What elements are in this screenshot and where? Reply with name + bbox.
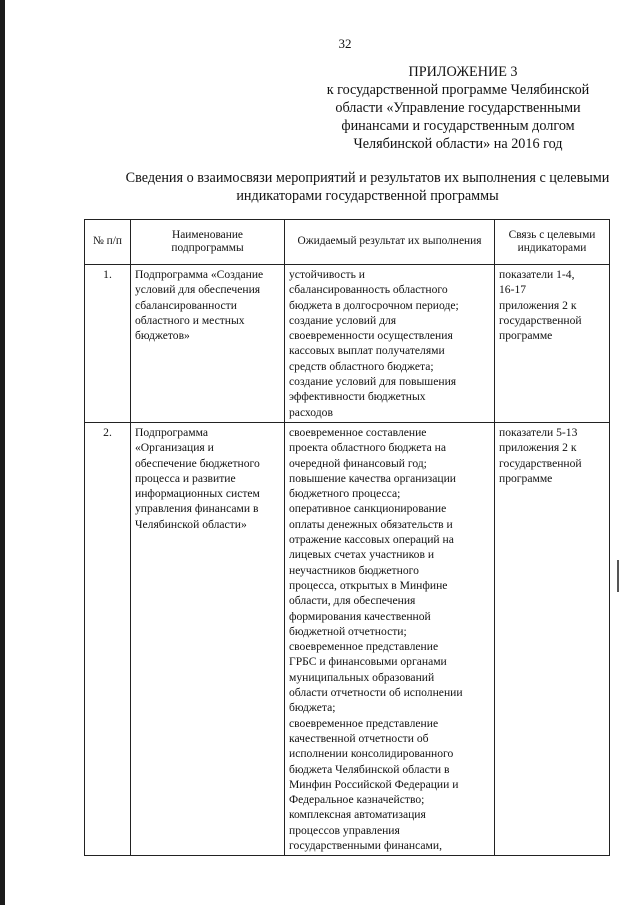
- cell-line: оперативное санкционирование: [289, 502, 447, 516]
- cell-line: 16-17: [499, 283, 527, 297]
- expected-result: [285, 422, 495, 855]
- cell-line: комплексная автоматизация: [289, 808, 426, 822]
- appendix-line: финансами и государственным долгом: [341, 118, 575, 134]
- cell-line: показатели 5-13: [499, 425, 578, 439]
- title-line: индикаторами государственной программы: [236, 188, 499, 204]
- cell-line: средств областного бюджета;: [289, 359, 434, 373]
- cell-line: ГРБС и финансовыми органами: [289, 655, 447, 669]
- cell-line: неучастников бюджетного: [289, 563, 419, 577]
- cell-line: областного и местных: [135, 313, 245, 327]
- cell-line: лицевых счетах участников и: [289, 548, 435, 562]
- cell-line: процесса и развитие: [135, 471, 236, 485]
- cell-line: бюджета в долгосрочном периоде;: [289, 298, 459, 312]
- appendix-line: ПРИЛОЖЕНИЕ 3: [408, 64, 518, 80]
- cell-line: сбалансированность областного: [289, 283, 448, 297]
- cell-line: Подпрограмма «Создание: [135, 268, 264, 281]
- cell-line: Федеральное казначейство;: [289, 793, 425, 807]
- cell-line: информационных систем: [135, 487, 260, 501]
- cell-line: государственной: [499, 456, 582, 470]
- scan-left-edge: [0, 0, 5, 905]
- indicator-link: [495, 265, 610, 423]
- appendix-line: Челябинской области» на 2016 год: [353, 136, 563, 152]
- cell-line: своевременное представление: [289, 640, 439, 654]
- indicators-table: [84, 219, 610, 856]
- cell-line: формирования качественной: [289, 609, 431, 623]
- header-line: целевыми: [547, 228, 596, 241]
- cell-line: Подпрограмма: [135, 425, 208, 439]
- subprogram-name: [131, 265, 285, 423]
- table-row: [85, 422, 610, 855]
- header-result: [285, 220, 495, 265]
- subprogram-name: [131, 422, 285, 855]
- cell-line: условий для обеспечения: [135, 283, 261, 297]
- cell-line: устойчивость и: [289, 268, 365, 281]
- appendix-line: к государственной программе Челябинской: [326, 82, 590, 98]
- cell-line: государственными финансами,: [289, 838, 442, 852]
- cell-line: области отчетности об исполнении: [289, 686, 463, 700]
- cell-line: расходов: [289, 405, 333, 419]
- cell-line: приложения 2 к: [499, 441, 577, 455]
- cell-line: бюджетной отчетности;: [289, 624, 407, 638]
- header-line: Наименование: [172, 228, 243, 241]
- cell-line: очередной финансовый год;: [289, 456, 427, 470]
- cell-line: бюджета;: [289, 701, 336, 715]
- cell-line: муниципальных образований: [289, 670, 435, 684]
- header-line: Связь с: [508, 228, 545, 241]
- table-row: [85, 265, 610, 423]
- appendix-header: [286, 63, 630, 153]
- cell-line: своевременное составление: [289, 425, 427, 439]
- cell-line: исполнении консолидированного: [289, 747, 454, 761]
- cell-line: эффективности бюджетных: [289, 390, 426, 404]
- appendix-line: области «Управление государственными: [335, 100, 581, 116]
- header-line: подпрограммы: [171, 242, 244, 254]
- cell-line: показатели 1-4,: [499, 268, 575, 281]
- cell-line: области, для обеспечения: [289, 594, 416, 608]
- scan-margin-mark: [617, 560, 619, 592]
- cell-line: процессов управления: [289, 823, 400, 837]
- cell-line: Минфин Российской Федерации и: [289, 777, 459, 791]
- cell-line: программе: [499, 471, 553, 485]
- cell-line: «Организация и: [135, 441, 214, 455]
- cell-line: программе: [499, 329, 553, 343]
- header-line: № п/п: [92, 235, 123, 248]
- cell-line: процесса, открытых в Минфине: [289, 578, 448, 592]
- row-number: 2.: [85, 422, 131, 855]
- header-line: Ожидаемый результат их: [297, 235, 420, 248]
- expected-result: [285, 265, 495, 423]
- cell-line: оплаты денежных обязательств и: [289, 517, 453, 531]
- cell-line: своевременности осуществления: [289, 329, 453, 343]
- cell-line: качественной отчетности об: [289, 731, 429, 745]
- cell-line: обеспечение бюджетного: [135, 456, 260, 470]
- cell-line: своевременное представление: [289, 716, 439, 730]
- header-line: индикаторами: [517, 242, 587, 254]
- title-line: Сведения о взаимосвязи мероприятий и результатов их выполнения с целевыми: [125, 170, 610, 186]
- cell-line: отражение кассовых операций на: [289, 533, 454, 547]
- header-line: выполнения: [422, 235, 482, 248]
- document-title: [110, 169, 625, 205]
- cell-line: государственной: [499, 313, 582, 327]
- cell-line: создание условий для повышения: [289, 375, 457, 389]
- cell-line: повышение качества организации: [289, 471, 457, 485]
- page-number: 32: [338, 36, 352, 51]
- cell-line: Челябинской области»: [135, 517, 247, 531]
- cell-line: управления финансами в: [135, 502, 259, 516]
- header-name: [131, 220, 285, 265]
- cell-line: бюджета Челябинской области в: [289, 762, 450, 776]
- cell-line: проекта областного бюджета на: [289, 441, 447, 455]
- cell-line: создание условий для: [289, 313, 397, 327]
- header-link: [495, 220, 610, 265]
- row-number: 1.: [85, 265, 131, 423]
- table-header-row: [85, 220, 610, 265]
- cell-line: сбалансированности: [135, 298, 237, 312]
- indicator-link: [495, 422, 610, 855]
- cell-line: кассовых выплат получателями: [289, 344, 445, 358]
- header-num: [85, 220, 131, 265]
- cell-line: бюджетного процесса;: [289, 487, 401, 501]
- cell-line: бюджетов»: [135, 329, 190, 343]
- cell-line: приложения 2 к: [499, 298, 577, 312]
